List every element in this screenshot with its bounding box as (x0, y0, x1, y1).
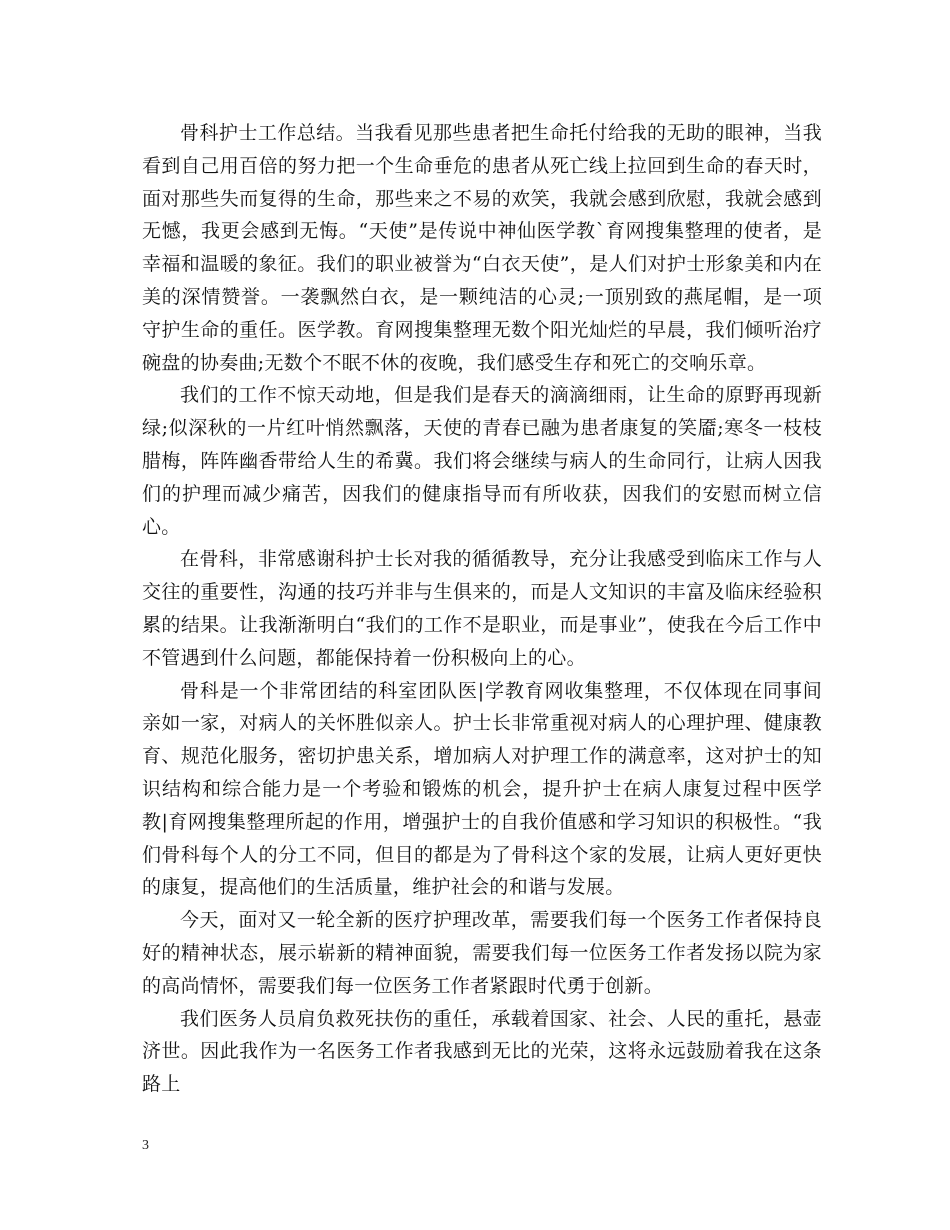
paragraph-4: 骨科是一个非常团结的科室团队医|学教育网收集整理，不仅体现在同事间亲如一家，对病人的关怀胜似亲人。护士长非常重视对病人的心理护理、健康教育、规范化服务，密切护患关系，增加病人对护理工作的满意率，这对护士的知识结构和综合能力是一个考验和锻炼的机会，提升护士在病人康复过程中医学教|育网搜集整理所起的作用，增强护士的自我价值感和学习知识的积极性。“我们骨科每个人的分工不同，但目的都是为了骨科这个家的发展，让病人更好更快的康复，提高他们的生活质量，维护社会的和谐与发展。 (142, 679, 822, 899)
paragraph-1: 骨科护士工作总结。当我看见那些患者把生命托付给我的无助的眼神，当我看到自己用百倍的努力把一个生命垂危的患者从死亡线上拉回到生命的春天时，面对那些失而复得的生命，那些来之不易的欢笑，我就会感到欣慰，我就会感到无憾，我更会感到无悔。“天使”是传说中神仙医学教`育网搜集整理的使者，是幸福和温暖的象征。我们的职业被誉为“白衣天使”，是人们对护士形象美和内在美的深情赞誉。一袭飘然白衣，是一颗纯洁的心灵;一顶别致的燕尾帽，是一项守护生命的重任。医学教。育网搜集整理无数个阳光灿烂的早晨，我们倾听治疗碗盘的协奏曲;无数个不眠不休的夜晚，我们感受生存和死亡的交响乐章。 (142, 122, 822, 374)
paragraph-6: 我们医务人员肩负救死扶伤的重任，承载着国家、社会、人民的重托，悬壶济世。因此我作为一名医务工作者我感到无比的光荣，这将永远鼓励着我在这条路上 (142, 1007, 822, 1096)
document-body (142, 117, 822, 1101)
paragraph-5: 今天，面对又一轮全新的医疗护理改革，需要我们每一个医务工作者保持良好的精神状态，展示崭新的精神面貌，需要我们每一位医务工作者发扬以院为家的高尚情怀，需要我们每一位医务工作者紧跟时代勇于创新。 (142, 909, 822, 997)
page-number: 3 (142, 1138, 149, 1153)
paragraph-3: 在骨科，非常感谢科护士长对我的循循教导，充分让我感受到临床工作与人交往的重要性，沟通的技巧并非与生俱来的，而是人文知识的丰富及临床经验积累的结果。让我渐渐明白“我们的工作不是职业，而是事业”，使我在今后工作中不管遇到什么问题，都能保持着一份积极向上的心。 (142, 548, 822, 669)
paragraph-2: 我们的工作不惊天动地，但是我们是春天的滴滴细雨，让生命的原野再现新绿;似深秋的一片红叶悄然飘落，天使的青春已融为患者康复的笑靥;寒冬一枝枝腊梅，阵阵幽香带给人生的希冀。我们将会继续与病人的生命同行，让病人因我们的护理而减少痛苦，因我们的健康指导而有所收获，因我们的安慰而树立信心。 (142, 384, 822, 538)
